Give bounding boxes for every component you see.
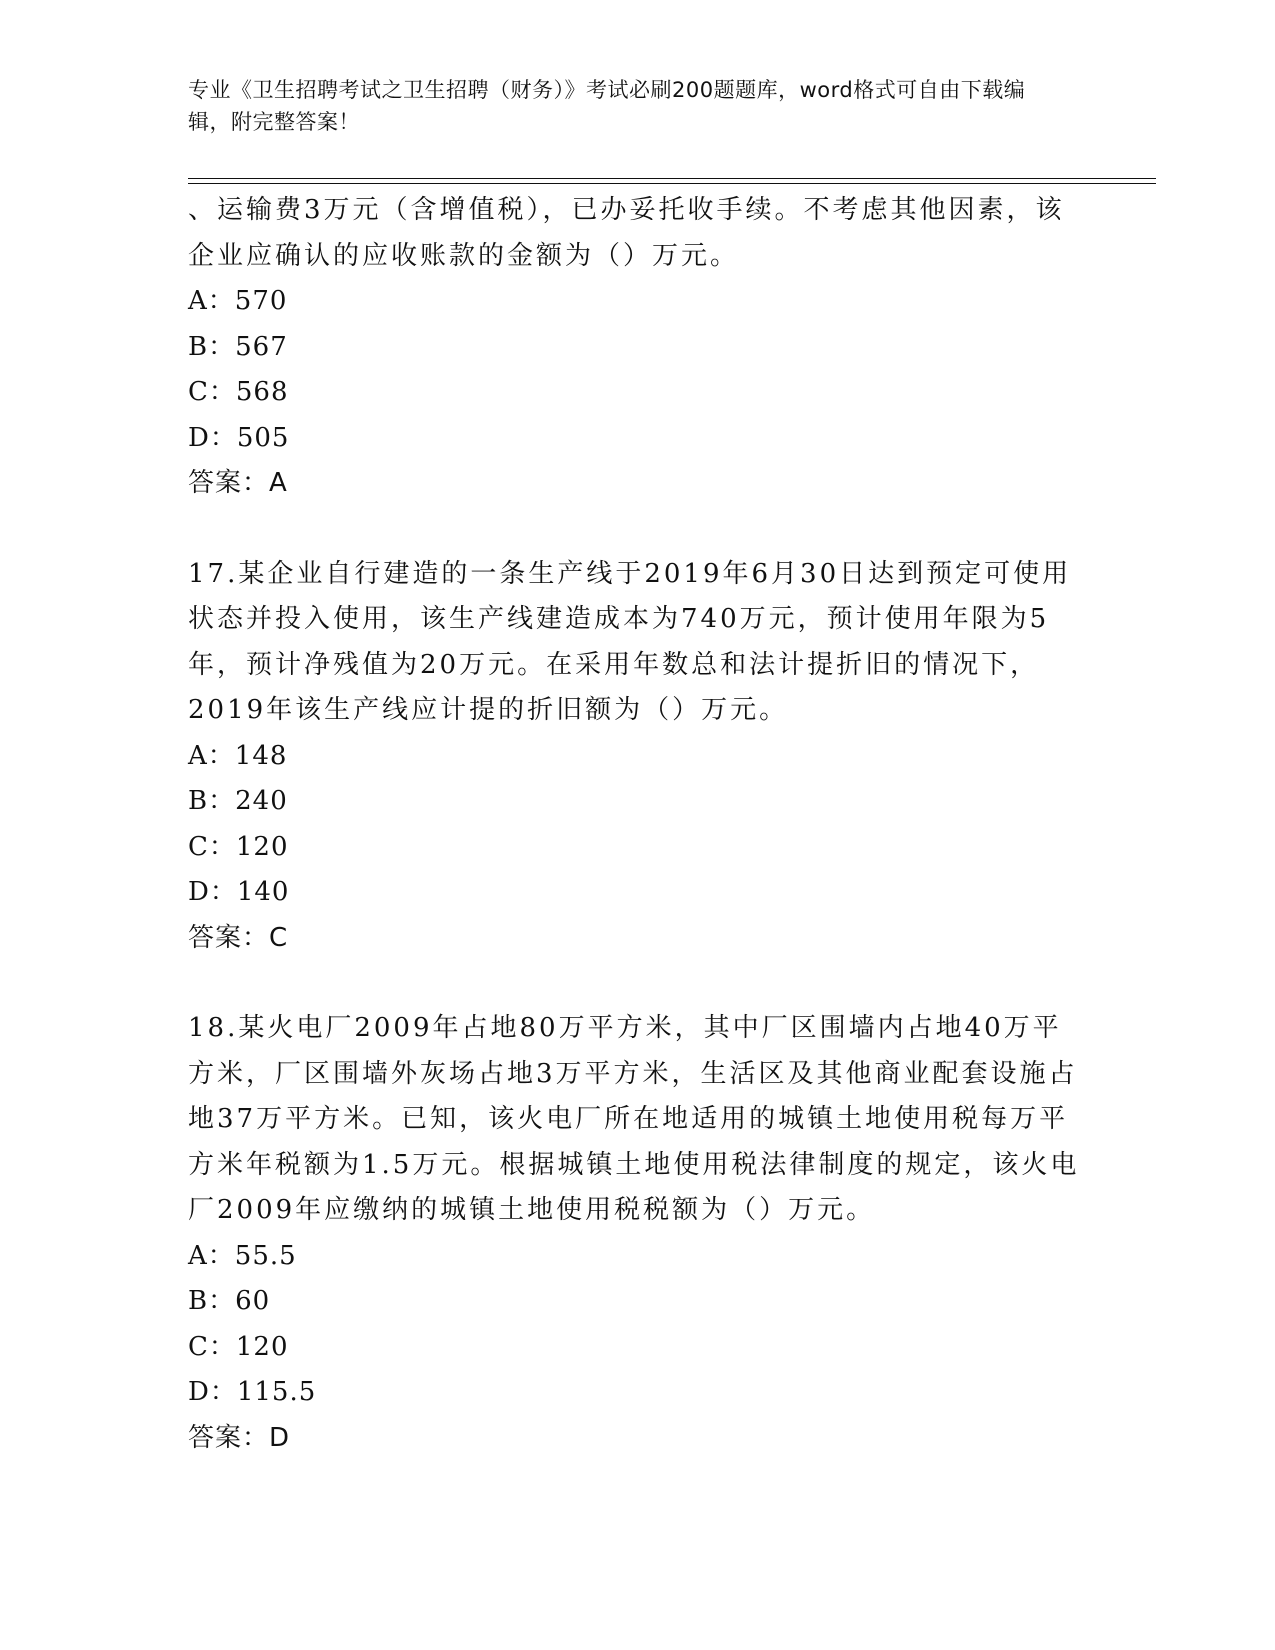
option-a: A：570 [188, 286, 288, 316]
question-16 [188, 188, 1088, 507]
option-d: D：140 [188, 877, 290, 907]
question-list [188, 188, 1088, 1461]
question-stem: 18.某火电厂2009年占地80万平方米，其中厂区围墙内占地40万平方米，厂区围墙外灰场占地3万平方米，生活区及其他商业配套设施占地37万平方米。已知，该火电厂所在地适用的城镇土地使用税每万平方米年税额为1.5万元。根据城镇土地使用税法律制度的规定，该火电厂2009年应缴纳的城镇土地使用税税额为（）万元。 [188, 1013, 1080, 1225]
option-b: B：240 [188, 786, 288, 816]
option-d: D：115.5 [188, 1377, 317, 1407]
answer-label: 答案：C [188, 922, 289, 953]
option-b: B：567 [188, 331, 288, 362]
option-a: A：55.5 [188, 1240, 297, 1271]
question-stem: 、运输费3万元（含增值税），已办妥托收手续。不考虑其他因素，该企业应确认的应收账款的金额为（）万元。 [188, 195, 1065, 271]
question-18 [188, 1006, 1088, 1461]
answer-label: 答案：A [188, 468, 288, 498]
option-b: B：60 [188, 1286, 271, 1316]
header-divider-top [188, 178, 1156, 179]
question-17 [188, 552, 1088, 962]
option-c: C：568 [188, 377, 289, 407]
option-d: D：505 [188, 422, 290, 453]
header-divider-bottom [188, 183, 1156, 184]
option-c: C：120 [188, 1331, 289, 1362]
question-stem: 17.某企业自行建造的一条生产线于2019年6月30日达到预定可使用状态并投入使用，该生产线建造成本为740万元，预计使用年限为5年，预计净残值为20万元。在采用年数总和法计提折旧的情况下，2019年该生产线应计提的折旧额为（）万元。 [188, 558, 1072, 725]
option-c: C：120 [188, 831, 289, 862]
option-a: A：148 [188, 740, 288, 771]
answer-label: 答案：D [188, 1422, 291, 1453]
page-header: 专业《卫生招聘考试之卫生招聘（财务）》考试必刷200题题库，word格式可自由下载编辑，附完整答案！ [188, 78, 1026, 134]
